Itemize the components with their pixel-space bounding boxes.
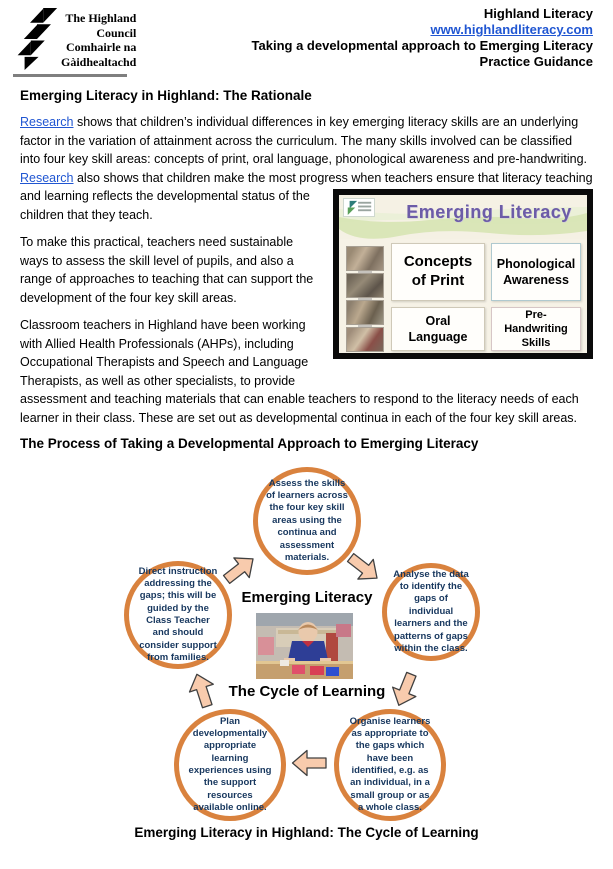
- logo-line: Gàidhealtachd: [61, 54, 137, 69]
- skill-box-concepts-of-print: Concepts of Print: [391, 243, 485, 301]
- cycle-step-text: Assess the skills of learners across the four key skill areas using the continua and assessment materials.: [266, 477, 348, 563]
- cycle-step-text: Analyse the data to identify the gaps of individual learners and the patterns of gaps within the class.: [393, 568, 469, 654]
- emerging-literacy-slide-image: [333, 189, 593, 359]
- slide-title: Emerging Literacy: [406, 202, 572, 222]
- cycle-step-organise: [334, 709, 446, 821]
- paragraph-rationale-3: Classroom teachers in Highland have been working with Allied Health Professionals (AHPs), including Occupational Therapists and Speech and Language Therapists, as well as other specialists, to provide assessment and teaching materials that can enable teachers to respond to the literacy needs of each learner in their class. These are set out as developmental continua in each of the four key skill areas.: [20, 318, 579, 425]
- cycle-step-text: Direct instruction addressing the gaps; this will be guided by the Class Teacher and should consider support from families.: [138, 565, 218, 664]
- cycle-step-text: Organise learners as appropriate to the gaps which have been identified, e.g. as an individual, in a small group or as a whole class.: [349, 715, 431, 814]
- highland-council-logo-icon: [16, 8, 58, 70]
- page-header: [0, 0, 613, 86]
- masthead: [252, 6, 593, 70]
- logo-line: Council: [96, 25, 137, 40]
- paragraph-text: ensure that literacy teaching and learning reflects the developmental status of the children that they teach.: [20, 170, 593, 222]
- rationale-heading: Emerging Literacy in Highland: The Rationale: [20, 88, 312, 103]
- paragraph-rationale-2: To make this practical, teachers need sustainable ways to assess the skill level of pupils, and also a range of approaches to teaching that can support the development of the four key skill areas.: [20, 235, 314, 305]
- cycle-step-plan: [174, 709, 286, 821]
- classroom-photo-thumbnail: [346, 327, 384, 352]
- slide-inner: [339, 195, 587, 353]
- paragraph-text: shows that children’s individual differences in key emerging literacy skills are an underlying factor in the variation of attainment across the curriculum. The many skills involved can be classified into four key skill areas: concepts of print, oral language, phonological awareness and pre-handwriting.: [20, 115, 587, 166]
- child-classroom-photo: [256, 613, 353, 679]
- slide-photo-strip: [346, 246, 386, 353]
- logo-line: Comhairle na: [66, 40, 137, 54]
- research-link-1[interactable]: Research: [20, 115, 74, 129]
- logo-line: The Highland: [65, 11, 137, 25]
- rationale-section: [0, 88, 613, 451]
- cycle-center-subtitle: The Cycle of Learning: [228, 683, 386, 700]
- paragraph-text: also shows that children make the most progress when teachers: [73, 170, 437, 185]
- cycle-center-title: Emerging Literacy: [241, 589, 373, 606]
- cycle-arrow-icon: [217, 546, 264, 592]
- cycle-step-analyse: [382, 563, 480, 661]
- website-link[interactable]: www.highlandliteracy.com: [430, 22, 593, 37]
- highland-council-logo: [16, 8, 136, 70]
- classroom-photo-thumbnail: [346, 273, 384, 298]
- skill-box-pre-handwriting: Pre-Handwriting Skills: [491, 307, 581, 351]
- cycle-step-text: Plan developmentally appropriate learning experiences using the support resources available online.: [188, 715, 272, 814]
- logo-text: [61, 8, 136, 70]
- diagram-caption: Emerging Literacy in Highland: The Cycle of Learning: [134, 825, 479, 840]
- masthead-practice-guidance: Practice Guidance: [479, 54, 593, 69]
- cycle-of-learning-diagram: [0, 461, 613, 823]
- cycle-step-direct-instruction: [124, 561, 232, 669]
- research-link-2[interactable]: Research: [20, 170, 74, 185]
- classroom-photo-thumbnail: [346, 300, 384, 325]
- classroom-photo-thumbnail: [346, 246, 384, 271]
- slide-council-logo-icon: [343, 198, 375, 217]
- skill-box-oral-language: Oral Language: [391, 307, 485, 351]
- process-heading: The Process of Taking a Developmental Approach to Emerging Literacy: [20, 436, 479, 451]
- skill-box-phonological-awareness: Phonological Awareness: [491, 243, 581, 301]
- masthead-subtitle: Taking a developmental approach to Emerging Literacy: [251, 38, 593, 53]
- cycle-arrow-icon: [291, 748, 327, 778]
- masthead-title: Highland Literacy: [483, 6, 593, 21]
- logo-underline: [13, 74, 127, 77]
- cycle-step-assess: [253, 467, 361, 575]
